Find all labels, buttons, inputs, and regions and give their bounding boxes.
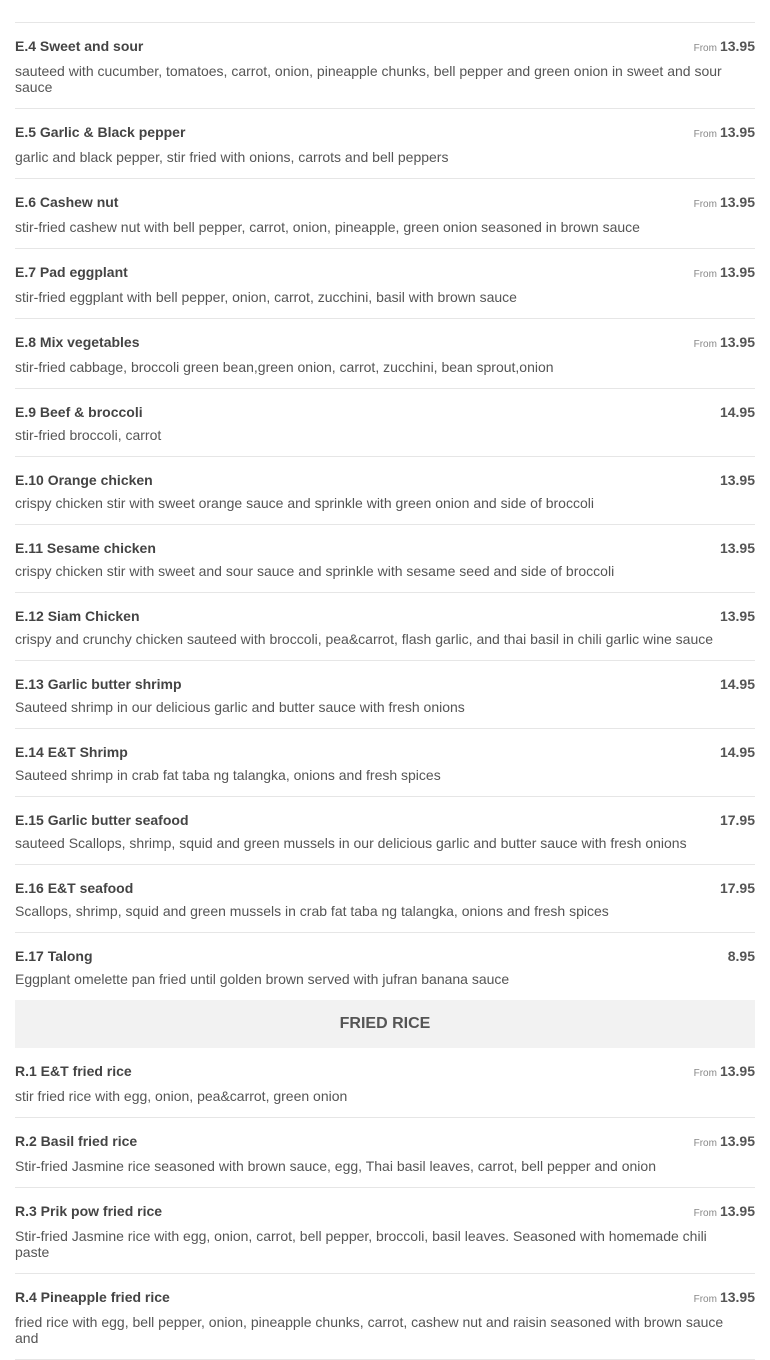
- menu-item-header: [15, 193, 755, 214]
- menu-item[interactable]: [15, 319, 755, 389]
- menu-item-header: [15, 743, 755, 762]
- menu-item-header: [15, 123, 755, 144]
- menu-item-description: Sauteed shrimp in our delicious garlic and butter sauce with fresh onions: [15, 699, 465, 715]
- menu-item-price: 13.95: [719, 264, 755, 280]
- menu-item-header: [15, 675, 755, 694]
- menu-item-price: 13.95: [719, 1203, 755, 1219]
- menu-item-price-group: [694, 333, 755, 354]
- menu-item-price: 8.95: [727, 948, 755, 964]
- menu-item-description: Scallops, shrimp, squid and green mussels in crab fat taba ng talangka, onions and fresh spices: [15, 903, 609, 919]
- menu-item-price: 13.95: [719, 194, 755, 210]
- menu-item-name: E.12 Siam Chicken: [15, 608, 140, 624]
- menu-item-header: [15, 1202, 755, 1223]
- menu-item-price: 13.95: [719, 1063, 755, 1079]
- menu-item-price-group: [694, 1288, 755, 1309]
- menu-item[interactable]: [15, 179, 755, 249]
- menu-item[interactable]: [15, 1274, 755, 1360]
- menu-item-description: Stir-fried Jasmine rice with egg, onion, carrot, bell pepper, broccoli, basil leaves. Seasoned with homemade chili paste: [15, 1228, 707, 1260]
- fried-rice-items: [15, 1048, 755, 1360]
- price-from-label: From: [693, 269, 717, 280]
- menu-item-price: 14.95: [719, 744, 755, 760]
- menu-item-description: Sauteed shrimp in crab fat taba ng talangka, onions and fresh spices: [15, 767, 441, 783]
- menu-item-name: R.1 E&T fried rice: [15, 1063, 132, 1079]
- menu-item-name: E.17 Talong: [15, 948, 93, 964]
- menu-item[interactable]: [15, 249, 755, 319]
- menu-item-price: 13.95: [719, 1133, 755, 1149]
- menu-item-name: R.2 Basil fried rice: [15, 1133, 138, 1149]
- menu-item-price-group: [694, 193, 755, 214]
- menu-item-header: [15, 1062, 755, 1083]
- menu-item-description: stir-fried eggplant with bell pepper, onion, carrot, zucchini, basil with brown sauce: [15, 289, 517, 305]
- price-from-label: From: [693, 129, 717, 140]
- menu-item[interactable]: [15, 933, 755, 1000]
- menu-item-price-group: [720, 539, 755, 558]
- price-from-label: From: [693, 1208, 717, 1219]
- section-header-fried-rice: [15, 1000, 755, 1048]
- menu-item-header: [15, 1288, 755, 1309]
- menu-item-name: E.6 Cashew nut: [15, 194, 119, 210]
- menu-item-description: Eggplant omelette pan fried until golden brown served with jufran banana sauce: [15, 971, 510, 987]
- menu-item-partial-top: [15, 0, 755, 23]
- menu-item-price-group: [694, 263, 755, 284]
- menu-item[interactable]: [15, 389, 755, 457]
- menu-item-price: 14.95: [719, 404, 755, 420]
- menu-item-name: E.15 Garlic butter seafood: [15, 812, 189, 828]
- menu-item-price-group: [720, 879, 755, 898]
- menu-item[interactable]: [15, 109, 755, 179]
- price-from-label: From: [693, 199, 717, 210]
- menu-item[interactable]: [15, 729, 755, 797]
- menu-item-header: [15, 403, 755, 422]
- menu-item-header: [15, 947, 755, 966]
- menu-item-description: stir-fried cashew nut with bell pepper, carrot, onion, pineapple, green onion seasoned in brown sauce: [15, 219, 640, 235]
- menu-item-header: [15, 1132, 755, 1153]
- menu-item[interactable]: [15, 1188, 755, 1274]
- menu-item-name: E.13 Garlic butter shrimp: [15, 676, 182, 692]
- menu-item-header: [15, 471, 755, 490]
- menu-item-price-group: [720, 403, 755, 422]
- menu-item-description: crispy chicken stir with sweet orange sauce and sprinkle with green onion and side of broccoli: [15, 495, 594, 511]
- menu-item-price: 13.95: [719, 38, 755, 54]
- menu-item-price-group: [720, 675, 755, 694]
- menu-item-price: 13.95: [719, 124, 755, 140]
- menu-item-description: crispy and crunchy chicken sauteed with broccoli, pea&carrot, flash garlic, and thai basil in chili garlic wine sauce: [15, 631, 714, 647]
- price-from-label: From: [693, 1068, 717, 1079]
- menu-item-header: [15, 263, 755, 284]
- menu-item[interactable]: [15, 457, 755, 525]
- menu-item-name: R.3 Prik pow fried rice: [15, 1203, 163, 1219]
- price-from-label: From: [693, 1294, 717, 1305]
- menu-item-name: E.14 E&T Shrimp: [15, 744, 128, 760]
- menu-item-description: stir-fried broccoli, carrot: [15, 427, 162, 443]
- menu-item-price: 13.95: [719, 334, 755, 350]
- menu-item-description: crispy chicken stir with sweet and sour sauce and sprinkle with sesame seed and side of broccoli: [15, 563, 615, 579]
- menu-item-price: 13.95: [719, 540, 755, 556]
- menu-item-name: E.11 Sesame chicken: [15, 540, 156, 556]
- menu-item[interactable]: [15, 865, 755, 933]
- menu-item-description: garlic and black pepper, stir fried with onions, carrots and bell peppers: [15, 149, 449, 165]
- price-from-label: From: [693, 43, 717, 54]
- menu-item-name: E.5 Garlic & Black pepper: [15, 124, 186, 140]
- menu-item-price-group: [694, 123, 755, 144]
- menu-item-description: sauteed with cucumber, tomatoes, carrot, onion, pineapple chunks, bell pepper and green onion in sweet and sour sauce: [15, 63, 722, 95]
- menu-item-name: R.4 Pineapple fried rice: [15, 1289, 170, 1305]
- menu-item-name: E.10 Orange chicken: [15, 472, 153, 488]
- menu-item-header: [15, 333, 755, 354]
- menu-item-price-group: [720, 811, 755, 830]
- menu-item-price: 13.95: [719, 472, 755, 488]
- menu-item-header: [15, 811, 755, 830]
- menu-item-price-group: [720, 743, 755, 762]
- menu-item-price-group: [720, 607, 755, 626]
- menu-item-name: E.7 Pad eggplant: [15, 264, 128, 280]
- menu-item[interactable]: [15, 593, 755, 661]
- menu-item-header: [15, 607, 755, 626]
- menu-item-price: 17.95: [719, 880, 755, 896]
- price-from-label: From: [693, 339, 717, 350]
- menu-item-price-group: [694, 37, 755, 58]
- menu-item[interactable]: [15, 1048, 755, 1118]
- menu-list: [15, 0, 755, 1360]
- menu-item-price-group: [694, 1202, 755, 1223]
- menu-item[interactable]: [15, 1118, 755, 1188]
- menu-item-name: E.8 Mix vegetables: [15, 334, 140, 350]
- menu-item-header: [15, 539, 755, 558]
- menu-item-price: 13.95: [719, 608, 755, 624]
- menu-item-price-group: [694, 1132, 755, 1153]
- menu-item-description: fried rice with egg, bell pepper, onion, pineapple chunks, carrot, cashew nut and raisin seasoned with brown sauce and: [15, 1314, 724, 1346]
- menu-item-description: stir-fried cabbage, broccoli green bean,green onion, carrot, zucchini, bean sprout,onion: [15, 359, 554, 375]
- menu-item-description: sauteed Scallops, shrimp, squid and green mussels in our delicious garlic and butter sauce with fresh onions: [15, 835, 687, 851]
- menu-item-price: 13.95: [719, 1289, 755, 1305]
- menu-item-description: Stir-fried Jasmine rice seasoned with brown sauce, egg, Thai basil leaves, carrot, bell pepper and onion: [15, 1158, 656, 1174]
- menu-item[interactable]: [15, 525, 755, 593]
- menu-item-name: E.16 E&T seafood: [15, 880, 134, 896]
- menu-item-name: E.4 Sweet and sour: [15, 38, 144, 54]
- menu-item-price: 14.95: [719, 676, 755, 692]
- entree-items: [15, 23, 755, 1000]
- menu-item-header: [15, 879, 755, 898]
- section-title: FRIED RICE: [339, 1015, 431, 1032]
- menu-item-price-group: [728, 947, 755, 966]
- menu-item-price: 17.95: [719, 812, 755, 828]
- menu-item-price-group: [694, 1062, 755, 1083]
- menu-item-description: stir fried rice with egg, onion, pea&carrot, green onion: [15, 1088, 348, 1104]
- menu-item-header: [15, 37, 755, 58]
- menu-item[interactable]: [15, 797, 755, 865]
- menu-item-price-group: [720, 471, 755, 490]
- menu-item[interactable]: [15, 23, 755, 109]
- price-from-label: From: [693, 1138, 717, 1149]
- menu-item-name: E.9 Beef & broccoli: [15, 404, 143, 420]
- menu-item[interactable]: [15, 661, 755, 729]
